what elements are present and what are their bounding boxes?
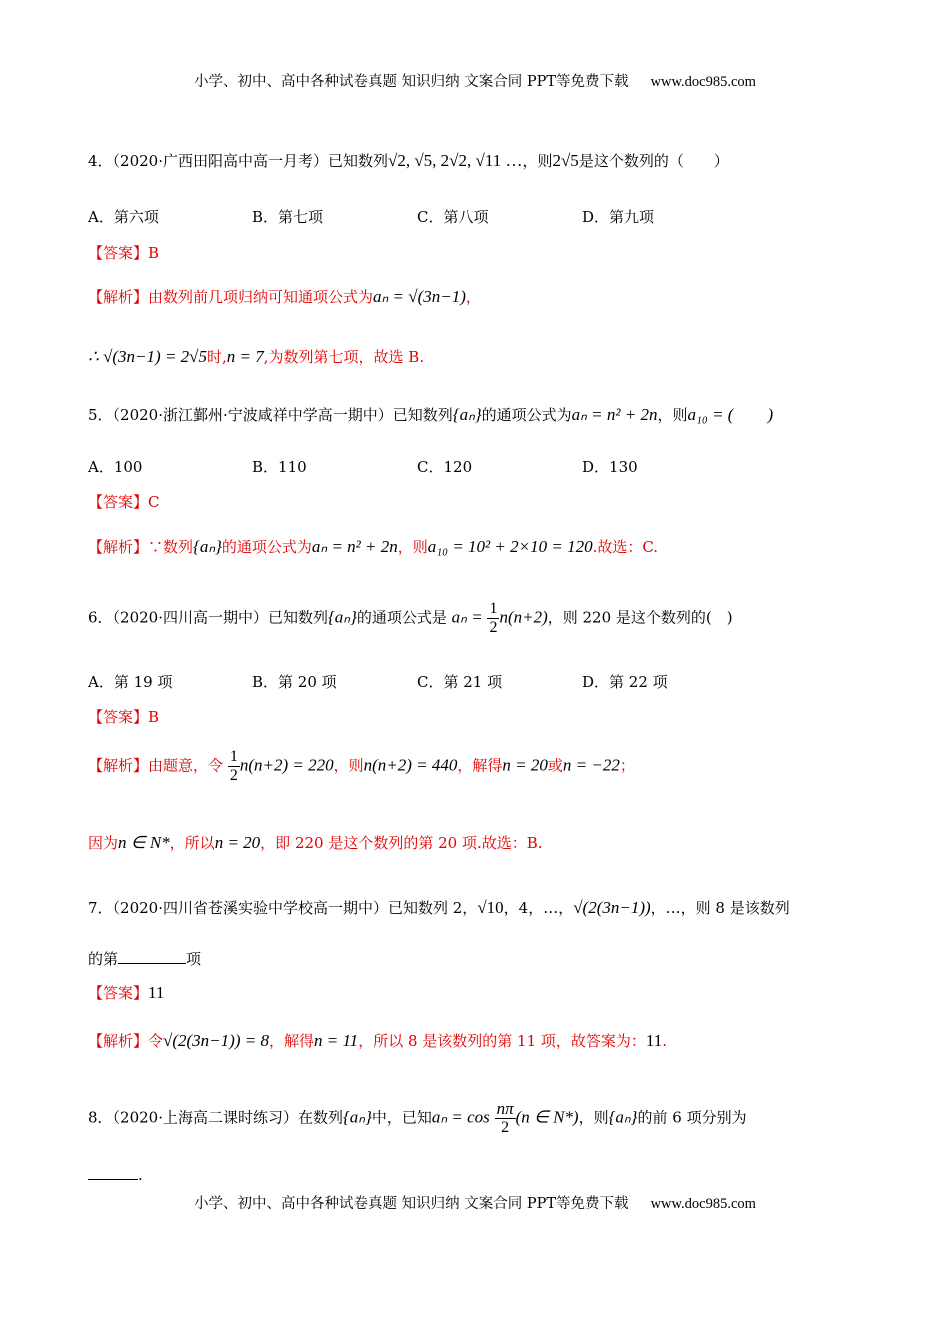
analysis-text: 时, bbox=[207, 348, 227, 366]
q7-term-2: √10 bbox=[477, 898, 504, 917]
q6-text-mid: 的通项公式是 bbox=[356, 608, 447, 627]
analysis-text: ∵数列 bbox=[148, 538, 194, 556]
analysis-text: ， bbox=[465, 288, 481, 306]
analysis-formula: aₙ = √(3n−1) bbox=[373, 287, 466, 306]
analysis-formula: ∴ √(3n−1) = 2√5 bbox=[88, 347, 207, 366]
q6-text-end: ，则 220 是这个数列的( ) bbox=[547, 608, 733, 627]
q6-option-b[interactable]: B．第 20 项 bbox=[252, 673, 337, 691]
analysis-value: 11 bbox=[645, 1031, 663, 1050]
q8-answer-blank[interactable] bbox=[88, 1165, 138, 1180]
question-5 bbox=[88, 400, 773, 425]
q4-option-d[interactable]: D．第九项 bbox=[582, 208, 655, 226]
q5-option-b[interactable]: B．110 bbox=[252, 458, 307, 476]
q4-option-a[interactable]: A．第六项 bbox=[88, 208, 159, 226]
answer-value: 11 bbox=[148, 983, 165, 1002]
analysis-label: 【解析】 bbox=[88, 1032, 149, 1050]
q6-analysis-2 bbox=[88, 832, 543, 853]
q8-formula-lhs: aₙ = cos bbox=[431, 1107, 490, 1127]
q8-text-mid: 中，已知 bbox=[371, 1108, 432, 1127]
footer-site[interactable]: www.doc985.com bbox=[650, 1196, 756, 1212]
question-7 bbox=[88, 897, 790, 918]
q4-option-c[interactable]: C．第八项 bbox=[417, 208, 489, 226]
question-4 bbox=[88, 150, 729, 171]
analysis-text: 或 bbox=[547, 756, 563, 775]
analysis-formula: n = −22 bbox=[562, 755, 620, 775]
answer-label: 【答案】 bbox=[88, 708, 149, 726]
analysis-formula: √(2(3n−1)) = 8 bbox=[163, 1031, 269, 1050]
analysis-formula: n = 20 bbox=[502, 755, 548, 775]
q5-text-end: ，则 bbox=[657, 406, 688, 424]
analysis-formula: aₙ = n² + 2n bbox=[311, 537, 398, 556]
footer-text: 小学、初中、高中各种试卷真题 知识归纳 文案合同 PPT等免费下载 bbox=[194, 1196, 629, 1212]
answer-value: B bbox=[148, 244, 160, 262]
q7-number: 7． bbox=[88, 899, 113, 917]
page-footer bbox=[0, 1192, 950, 1213]
fraction-denominator: 2 bbox=[229, 767, 238, 784]
analysis-label: 【解析】 bbox=[88, 538, 149, 556]
q4-analysis-1 bbox=[88, 286, 481, 307]
q4-sequence: √2, √5, 2√2, √11 … bbox=[388, 151, 523, 170]
q6-answer bbox=[88, 706, 159, 727]
analysis-label: 【解析】 bbox=[88, 756, 149, 775]
q4-term: 2√5 bbox=[552, 151, 579, 170]
q7-text: 项 bbox=[186, 950, 202, 968]
q5-answer bbox=[88, 491, 160, 512]
q5-ask: a₁₀ = ( ) bbox=[687, 405, 774, 424]
analysis-formula: n(n+2) = 220 bbox=[239, 755, 334, 775]
question-8 bbox=[88, 1100, 747, 1137]
analysis-text: 由题意，令 bbox=[148, 756, 224, 775]
fraction-numerator: 1 bbox=[229, 748, 238, 765]
analysis-text: ，则 bbox=[333, 756, 364, 775]
q5-source: （2020·浙江鄞州·宁波咸祥中学高一期中）已知数列 bbox=[112, 406, 453, 424]
q4-analysis-2 bbox=[88, 346, 424, 367]
q5-option-c[interactable]: C．120 bbox=[417, 458, 473, 476]
analysis-formula: n = 20 bbox=[214, 833, 261, 852]
page-header bbox=[0, 70, 950, 91]
answer-value: B bbox=[148, 708, 160, 726]
q4-answer bbox=[88, 242, 159, 263]
q6-fraction bbox=[487, 600, 499, 637]
q6-formula-lhs: aₙ = bbox=[451, 607, 483, 627]
q5-text-mid: 的通项公式为 bbox=[481, 406, 572, 424]
q6-analysis-1 bbox=[88, 748, 635, 785]
analysis-text: .故选：C. bbox=[592, 538, 659, 556]
q4-text-end: 是这个数列的（ ） bbox=[578, 152, 729, 170]
fraction-denominator: 2 bbox=[489, 619, 498, 636]
answer-label: 【答案】 bbox=[88, 244, 149, 262]
analysis-text: ,为数列第七项，故选 B. bbox=[263, 348, 425, 366]
q5-option-d[interactable]: D．130 bbox=[582, 458, 638, 476]
analysis-text: ； bbox=[619, 756, 635, 775]
q4-source: （2020·广西田阳高中高一月考）已知数列 bbox=[112, 152, 388, 170]
analysis-text: ，解得 bbox=[268, 1032, 314, 1050]
analysis-text: ，则 bbox=[397, 538, 428, 556]
q7-source: （2020·四川省苍溪实验中学校高一期中）已知数列 2， bbox=[112, 899, 478, 917]
question-6 bbox=[88, 600, 733, 637]
q7-text: 的第 bbox=[88, 950, 119, 968]
fraction-numerator: 1 bbox=[489, 600, 498, 617]
header-site[interactable]: www.doc985.com bbox=[650, 74, 756, 90]
q6-number: 6． bbox=[88, 608, 113, 627]
q7-term-n: √(2(3n−1)) bbox=[573, 898, 651, 917]
header-text: 小学、初中、高中各种试卷真题 知识归纳 文案合同 PPT等免费下载 bbox=[194, 74, 629, 90]
q7-text-mid: ，4，…， bbox=[503, 899, 574, 917]
analysis-text: 的通项公式为 bbox=[221, 538, 312, 556]
q8-text-end: 的前 6 项分别为 bbox=[637, 1108, 747, 1127]
q7-answer bbox=[88, 982, 164, 1003]
answer-value: C bbox=[148, 493, 160, 511]
analysis-text: 因为 bbox=[88, 834, 119, 852]
answer-label: 【答案】 bbox=[88, 984, 149, 1002]
q6-option-d[interactable]: D．第 22 项 bbox=[582, 673, 668, 691]
q6-source: （2020·四川高一期中）已知数列 bbox=[112, 608, 328, 627]
analysis-text: 由数列前几项归纳可知通项公式为 bbox=[148, 288, 374, 306]
q8-source: （2020·上海高二课时练习）在数列 bbox=[112, 1108, 343, 1127]
q5-option-a[interactable]: A．100 bbox=[88, 458, 143, 476]
answer-label: 【答案】 bbox=[88, 493, 149, 511]
q8-sequence: {aₙ} bbox=[608, 1107, 638, 1127]
q5-sequence: {aₙ} bbox=[452, 405, 482, 424]
analysis-fraction bbox=[228, 748, 240, 785]
analysis-formula: a₁₀ = 10² + 2×10 = 120 bbox=[427, 537, 593, 556]
analysis-formula: n = 7 bbox=[226, 347, 264, 366]
analysis-text: . bbox=[662, 1032, 668, 1050]
q6-option-a[interactable]: A．第 19 项 bbox=[88, 673, 173, 691]
q8-text-then: ，则 bbox=[578, 1108, 609, 1127]
q8-sequence: {aₙ} bbox=[343, 1107, 372, 1127]
analysis-formula: n(n+2) = 440 bbox=[363, 755, 458, 775]
analysis-text: ，所以 8 是该数列的第 11 项，故答案为： bbox=[358, 1032, 646, 1050]
analysis-text: 令 bbox=[148, 1032, 164, 1050]
q4-text-mid: ，则 bbox=[522, 152, 553, 170]
q8-line-2 bbox=[88, 1165, 143, 1184]
q5-formula: aₙ = n² + 2n bbox=[571, 405, 658, 424]
analysis-label: 【解析】 bbox=[88, 288, 149, 306]
q4-number: 4． bbox=[88, 152, 113, 170]
q6-sequence: {aₙ} bbox=[328, 607, 357, 627]
q5-number: 5． bbox=[88, 406, 113, 424]
analysis-text: ，所以 bbox=[169, 834, 215, 852]
q6-option-c[interactable]: C．第 21 项 bbox=[417, 673, 503, 691]
analysis-text: ，即 220 是这个数列的第 20 项.故选：B. bbox=[260, 834, 543, 852]
q5-analysis bbox=[88, 536, 658, 557]
q8-text: . bbox=[138, 1166, 143, 1184]
q7-text-end: ，…，则 8 是该数列 bbox=[650, 899, 790, 917]
q7-analysis bbox=[88, 1030, 667, 1051]
q8-number: 8． bbox=[88, 1108, 113, 1127]
q6-formula-rest: n(n+2) bbox=[499, 607, 548, 627]
analysis-formula: n = 11 bbox=[313, 1031, 359, 1050]
analysis-text: ，解得 bbox=[457, 756, 503, 775]
q7-line-2 bbox=[88, 948, 201, 969]
fraction-denominator: 2 bbox=[501, 1119, 510, 1136]
q7-answer-blank[interactable] bbox=[118, 949, 186, 964]
q4-option-b[interactable]: B．第七项 bbox=[252, 208, 324, 226]
analysis-formula: n ∈ N* bbox=[118, 833, 170, 852]
q8-formula-condition: (n ∈ N*) bbox=[515, 1107, 579, 1127]
q8-fraction bbox=[495, 1100, 516, 1137]
fraction-numerator: nπ bbox=[496, 1099, 514, 1118]
analysis-formula: {aₙ} bbox=[193, 537, 222, 556]
